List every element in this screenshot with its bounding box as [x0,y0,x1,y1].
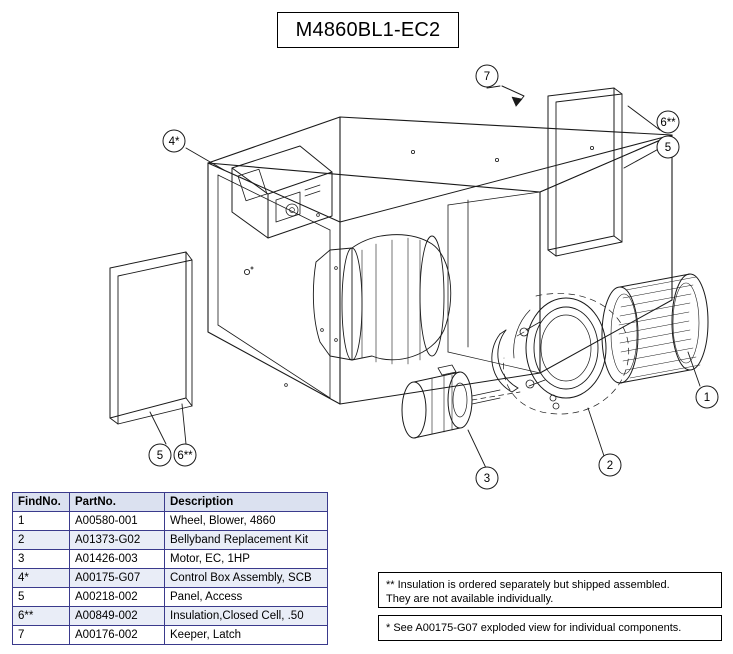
balloon-6-tr: 6** [660,117,676,129]
table-row [13,607,328,626]
cell-findno: 4* [13,569,70,588]
balloon-4: 4* [168,136,180,148]
keeper-latch-pointer [502,86,524,106]
cell-partno: A00176-002 [70,626,165,645]
cell-description: Wheel, Blower, 4860 [165,512,328,531]
note-insulation-line1: ** Insulation is ordered separately but shipped assembled. [386,579,670,591]
access-panel-left [110,252,192,424]
cell-partno: A00218-002 [70,588,165,607]
cabinet-housing [208,117,672,404]
cell-findno: 6** [13,607,70,626]
page-title: M4860BL1-EC2 [295,18,441,41]
cell-partno: A00175-G07 [70,569,165,588]
blower-scroll-assembly [313,235,450,364]
motor-ec [402,365,520,438]
column-header-findno: FindNo. [13,493,70,512]
table-row [13,569,328,588]
note-insulation-line2: They are not available individually. [386,593,554,605]
table-row [13,512,328,531]
balloon-5-bl: 5 [156,450,164,462]
balloon-markers [149,65,718,489]
cell-description: Bellyband Replacement Kit [165,531,328,550]
cell-description: Motor, EC, 1HP [165,550,328,569]
leader-lines [150,86,700,468]
parts-list-table [12,492,328,645]
table-row [13,550,328,569]
blower-wheel [602,274,708,383]
note-exploded-text: * See A00175-G07 exploded view for individual components. [386,622,682,634]
table-header-row [13,493,328,512]
cell-findno: 3 [13,550,70,569]
cell-findno: 1 [13,512,70,531]
balloon-1: 1 [703,392,711,404]
balloon-2: 2 [606,460,614,472]
column-header-partno: PartNo. [70,493,165,512]
cell-partno: A00580-001 [70,512,165,531]
balloon-5-tr: 5 [664,142,672,154]
cell-partno: A01373-G02 [70,531,165,550]
cell-partno: A00849-002 [70,607,165,626]
bellyband-assembly [492,293,629,414]
balloon-6-bl: 6** [177,450,193,462]
table-row [13,588,328,607]
cell-partno: A01426-003 [70,550,165,569]
cell-findno: 5 [13,588,70,607]
cell-findno: 2 [13,531,70,550]
control-box-assembly [232,146,332,238]
cell-description: Insulation,Closed Cell, .50 [165,607,328,626]
cell-findno: 7 [13,626,70,645]
note-exploded-view [378,615,722,641]
table-row [13,626,328,645]
note-insulation [378,572,722,608]
column-header-description: Description [165,493,328,512]
table-row [13,531,328,550]
cell-description: Control Box Assembly, SCB [165,569,328,588]
balloon-7: 7 [483,71,491,83]
cell-description: Keeper, Latch [165,626,328,645]
balloon-3: 3 [483,473,491,485]
cell-description: Panel, Access [165,588,328,607]
